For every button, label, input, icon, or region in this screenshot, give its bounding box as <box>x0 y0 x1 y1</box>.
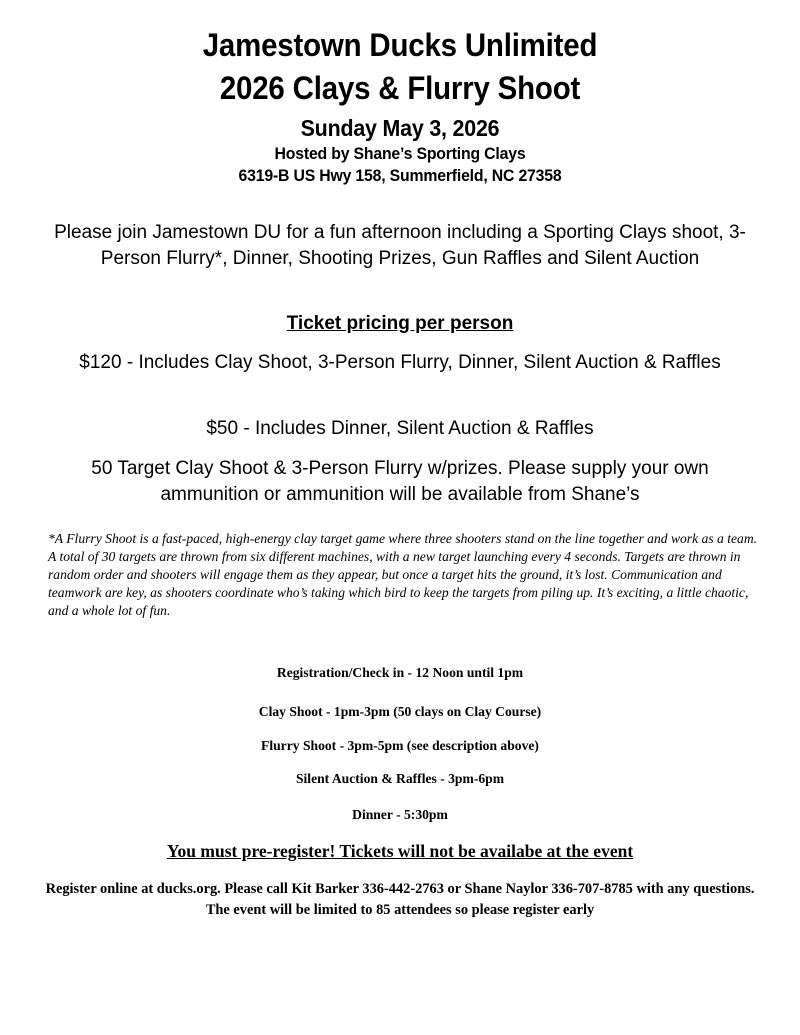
event-title-line2: 2026 Clays & Flurry Shoot <box>219 70 581 106</box>
flurry-footnote: *A Flurry Shoot is a fast-paced, high-energy clay target game where three shooters stand on the line together and work as a team. A total of 30 targets are thrown from six different machines, with a new target launching every 4 seconds. Targets are thrown in random order and shooters will engage them as they appear, but once a target hits the ground, it’s lost. Communication and teamwork are key, as shooters coordinate who’s taking which bird to keep the targets from piling up. It’s exciting, a little chaotic, and a whole lot of fun. <box>48 531 758 618</box>
schedule-item-registration: Registration/Check in - 12 Noon until 1pm <box>276 665 524 680</box>
event-title-line1: Jamestown Ducks Unlimited <box>202 27 598 63</box>
schedule-item-dinner: Dinner - 5:30pm <box>352 807 448 822</box>
schedule-item-auction-raffles: Silent Auction & Raffles - 3pm-6pm <box>295 771 505 786</box>
event-date: Sunday May 3, 2026 <box>300 115 500 141</box>
event-address: 6319-B US Hwy 158, Summerfield, NC 27358 <box>238 166 562 185</box>
event-host: Hosted by Shane’s Sporting Clays <box>274 144 526 163</box>
schedule-item-clay-shoot: Clay Shoot - 1pm-3pm (50 clays on Clay Course) <box>258 704 542 719</box>
registration-info: Register online at ducks.org. Please call Kit Barker 336-442-2763 or Shane Naylor 336-707-8785 with any questions. The event will be limited to 85 attendees so please register early <box>45 881 755 918</box>
shoot-details: 50 Target Clay Shoot & 3-Person Flurry w/prizes. Please supply your own ammunition or ammunition will be available from Shane’s <box>91 458 709 505</box>
preregister-notice: You must pre-register! Tickets will not be availabe at the event <box>166 841 634 861</box>
ticket-option-120: $120 - Includes Clay Shoot, 3-Person Flurry, Dinner, Silent Auction & Raffles <box>79 352 721 373</box>
schedule-item-flurry-shoot: Flurry Shoot - 3pm-5pm (see description above) <box>261 738 539 753</box>
ticket-pricing-heading: Ticket pricing per person <box>286 313 514 334</box>
ticket-option-50: $50 - Includes Dinner, Silent Auction & Raffles <box>206 418 594 439</box>
intro-paragraph: Please join Jamestown DU for a fun afternoon including a Sporting Clays shoot, 3-Person Flurry*, Dinner, Shooting Prizes, Gun Raffles and Silent Auction <box>54 222 746 269</box>
